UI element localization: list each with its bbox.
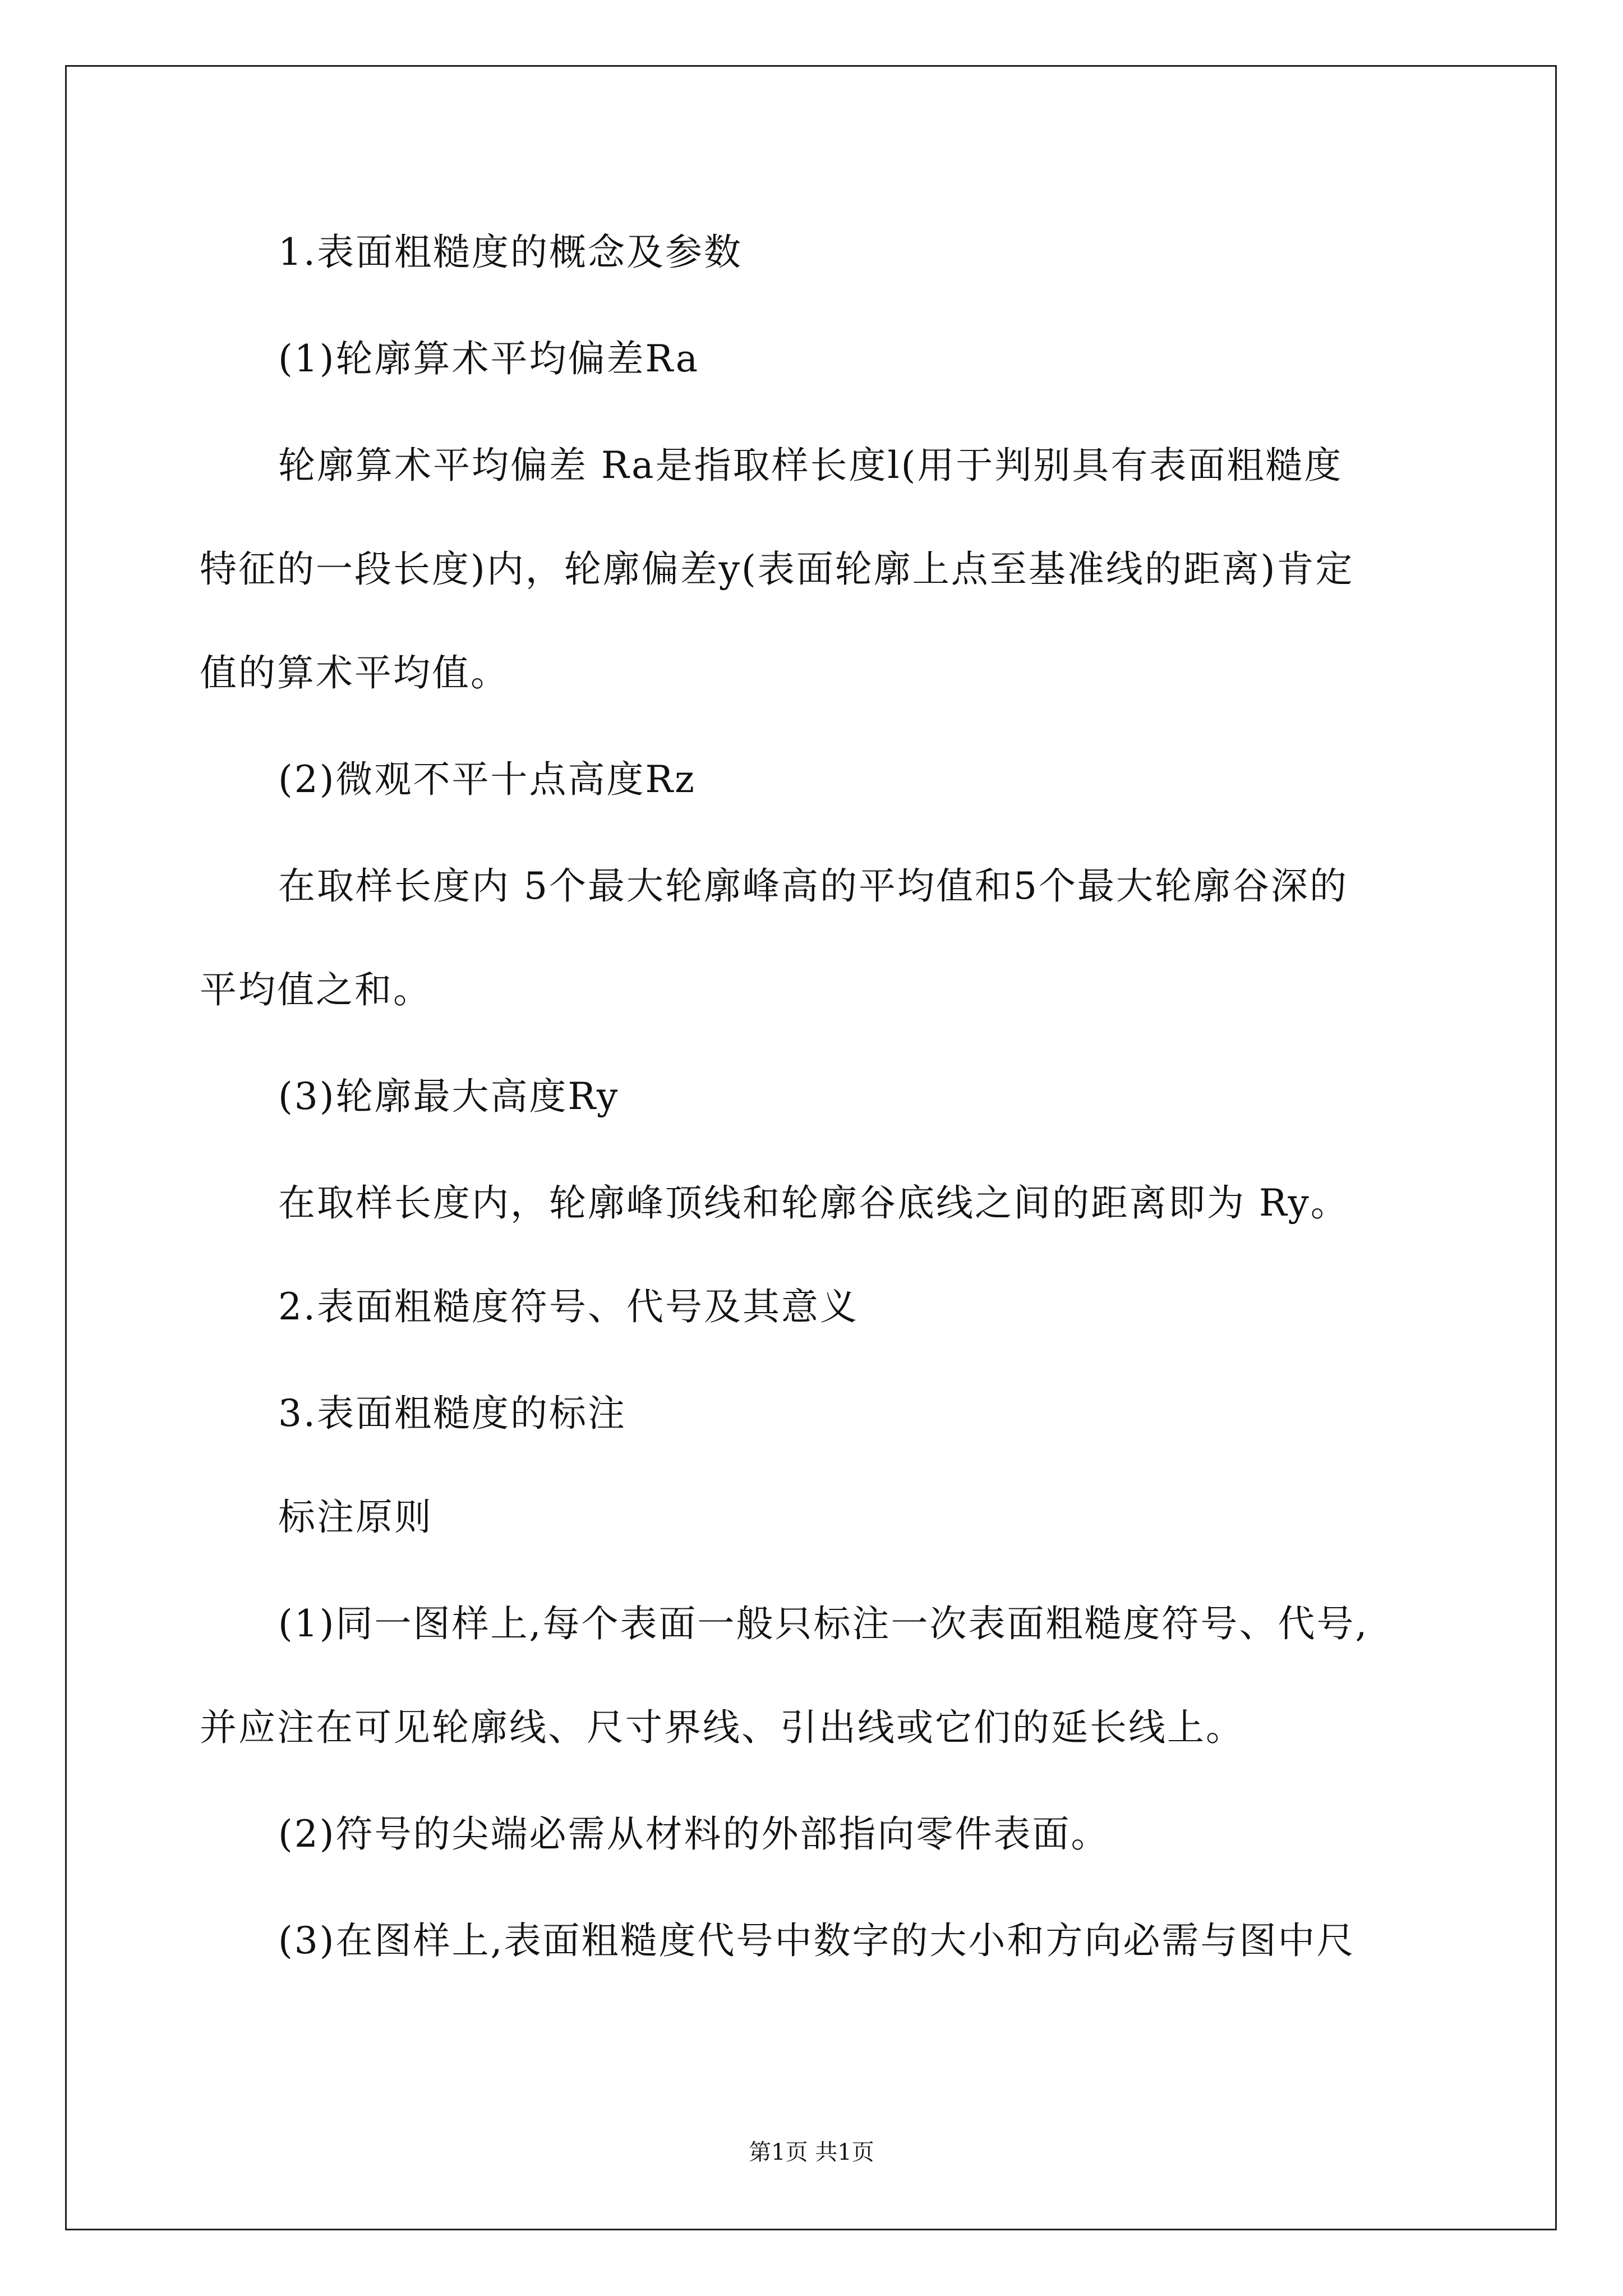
page-number-footer: 第1页 共1页 [749,2139,874,2165]
subheading-ra: (1)轮廓算术平均偏差Ra [278,337,700,380]
subheading-ry: (3)轮廓最大高度Ry [278,1075,620,1118]
heading-1: 1.表面粗糙度的概念及参数 [278,231,743,274]
principle-1-line-2: 并应注在可见轮廓线、尺寸界线、引出线或它们的延长线上。 [200,1706,1244,1749]
paragraph-ra-line-3: 值的算术平均值。 [200,651,509,694]
subheading-rz: (2)微观不平十点高度Rz [278,758,696,801]
page-border [65,65,1557,2230]
paragraph-ra-line-2: 特征的一段长度)内，轮廓偏差y(表面轮廓上点至基准线的距离)肯定 [200,547,1354,591]
paragraph-rz-line-1: 在取样长度内 5个最大轮廓峰高的平均值和5个最大轮廓谷深的 [278,864,1348,908]
heading-2: 2.表面粗糙度符号、代号及其意义 [278,1285,859,1328]
principle-2: (2)符号的尖端必需从材料的外部指向零件表面。 [278,1812,1110,1856]
principle-3-line-1: (3)在图样上,表面粗糙度代号中数字的大小和方向必需与图中尺 [278,1919,1355,1962]
paragraph-rz-line-2: 平均值之和。 [200,968,432,1011]
subheading-principles: 标注原则 [278,1496,433,1539]
principle-1-line-1: (1)同一图样上,每个表面一般只标注一次表面粗糙度符号、代号, [278,1602,1369,1645]
paragraph-ra-line-1: 轮廓算术平均偏差 Ra是指取样长度l(用于判别具有表面粗糙度 [278,444,1343,487]
paragraph-ry: 在取样长度内，轮廓峰顶线和轮廓谷底线之间的距离即为 Ry。 [278,1181,1349,1225]
heading-3: 3.表面粗糙度的标注 [278,1392,626,1435]
